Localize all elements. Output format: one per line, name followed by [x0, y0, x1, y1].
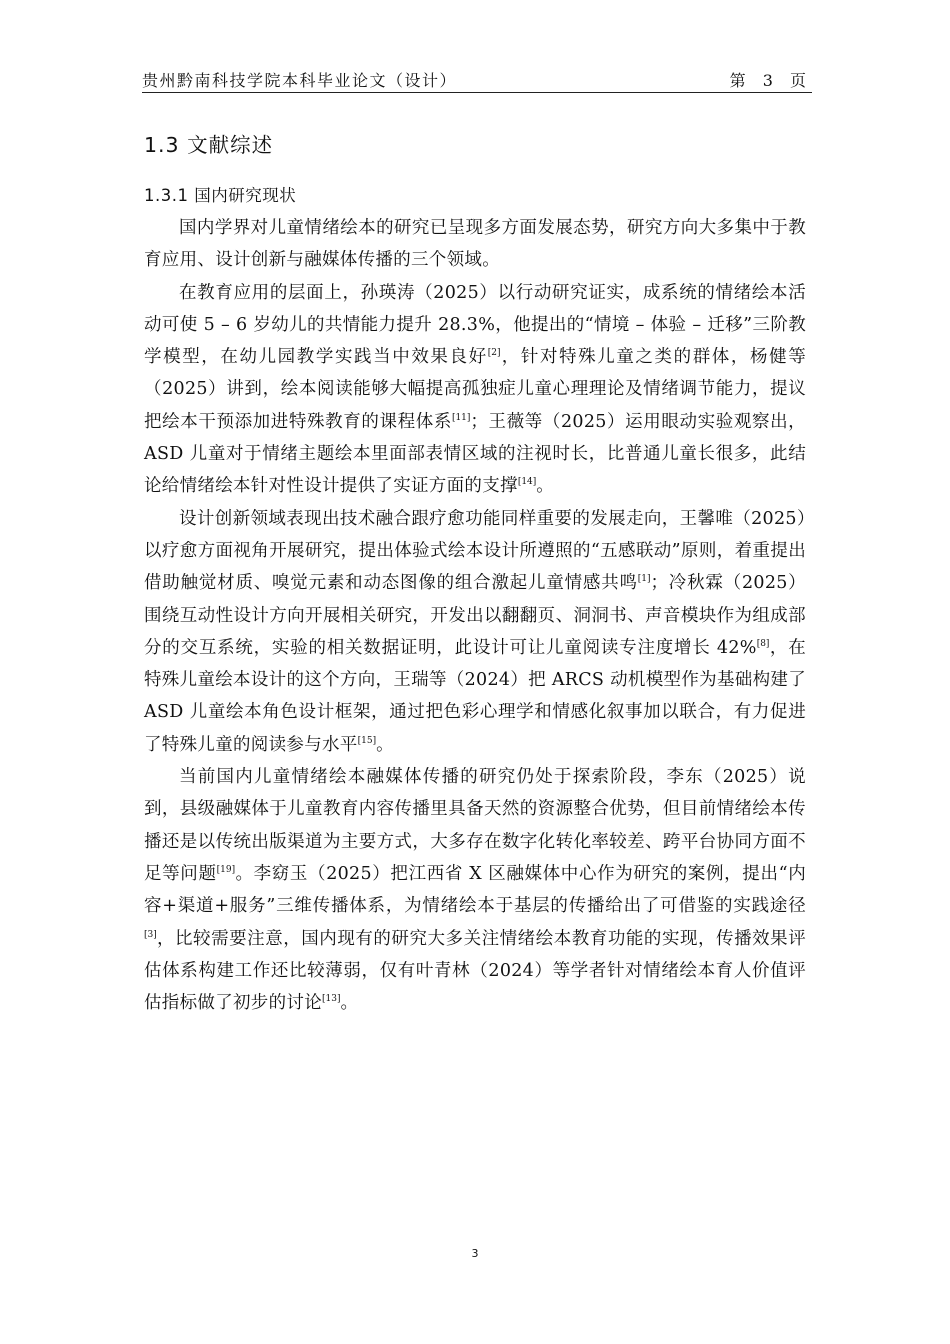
paragraph-1 [144, 212, 806, 277]
header-school-title: 贵州黔南科技学院本科毕业论文（设计） [142, 71, 458, 90]
paragraph-3 [144, 503, 806, 761]
paragraph-2-text-b: ，针对特殊儿童之类的群体，杨健等（2025）讲到，绘本阅读能够大幅提高孤独症儿童心理理论及情绪调节能力，提议把绘本干预添加进特殊教育的课程体系 [144, 347, 806, 432]
paragraph-2-text-c: ；王薇等（2025）运用眼动实验观察出，ASD 儿童对于情绪主题绘本里面部表情区域的注视时长，比普通儿童长很多，此结论给情绪绘本针对性设计提供了实证方面的支撑 [144, 411, 806, 497]
section-title: 1.3 文献综述 [144, 133, 274, 157]
footer-page-number: 3 [471, 1247, 479, 1260]
paragraph-4 [144, 761, 806, 1019]
paragraph-3-text-c: ，在特殊儿童绘本设计的这个方向，王瑞等（2024）把 ARCS 动机模型作为基础构建了 ASD 儿童绘本角色设计框架，通过把色彩心理学和情感化叙事加以联合，有力促进了特殊儿童的阅读参与水平 [144, 637, 806, 755]
paragraph-4-text-c: ，比较需要注意，国内现有的研究大多关注情绪绘本教育功能的实现，传播效果评估体系构建工作还比较薄弱，仅有叶青林（2024）等学者针对情绪绘本育人价值评估指标做了初步的讨论 [144, 928, 806, 1014]
citation-13: [13] [322, 994, 341, 1005]
paragraph-4-text-a: 当前国内儿童情绪绘本融媒体传播的研究仍处于探索阶段，李东（2025）说到，县级融媒体于儿童教育内容传播里具备天然的资源整合优势，但目前情绪绘本传播还是以传统出版渠道为主要方式，大多存在数字化转化率较差、跨平台协同方面不足等问题 [144, 767, 806, 884]
paragraph-3-text-b: ；冷秋霖（2025）围绕互动性设计方向开展相关研究，开发出以翻翻页、洞洞书、声音模块作为组成部分的交互系统，实验的相关数据证明，此设计可让儿童阅读专注度增长 42% [144, 573, 806, 658]
body-text [144, 212, 806, 1019]
citation-1: [1] [637, 574, 651, 585]
citation-19: [19] [216, 864, 236, 875]
citation-15: [15] [357, 735, 377, 746]
page-header [142, 66, 812, 93]
paragraph-3-text-d: 。 [376, 734, 394, 755]
citation-14: [14] [517, 477, 537, 488]
paragraph-4-text-d: 。 [340, 993, 359, 1014]
paragraph-4-text-b: 。李窈玉（2025）把江西省 X 区融媒体中心作为研究的案例，提出“内容+渠道+服务”三维传播体系，为情绪绘本于基层的传播给出了可借鉴的实践途径 [144, 863, 806, 917]
paragraph-2 [144, 277, 806, 503]
paragraph-1-text: 国内学界对儿童情绪绘本的研究已呈现多方面发展态势，研究方向大多集中于教育应用、设计创新与融媒体传播的三个领域。 [144, 218, 806, 271]
header-page-number: 第 3 页 [729, 71, 812, 90]
subsection-title: 1.3.1 国内研究现状 [144, 186, 297, 205]
citation-3: [3] [144, 929, 157, 940]
paragraph-2-text-d: 。 [536, 476, 555, 497]
citation-11: [11] [451, 412, 471, 423]
paragraph-2-text-a: 在教育应用的层面上，孙瑛涛（2025）以行动研究证实，成系统的情绪绘本活动可使 5 – 6 岁幼儿的共情能力提升 28.3%，他提出的“情境 – 体验 – 迁移”三阶教学模型，在幼儿园教学实践当中效果良好 [144, 282, 806, 368]
citation-8: [8] [756, 638, 770, 649]
citation-2: [2] [487, 348, 501, 359]
paragraph-3-text-a: 设计创新领域表现出技术融合跟疗愈功能同样重要的发展走向，王馨唯（2025）以疗愈方面视角开展研究，提出体验式绘本设计所遵照的“五感联动”原则，着重提出借助触觉材质、嗅觉元素和动态图像的组合激起儿童情感共鸣 [144, 508, 806, 594]
